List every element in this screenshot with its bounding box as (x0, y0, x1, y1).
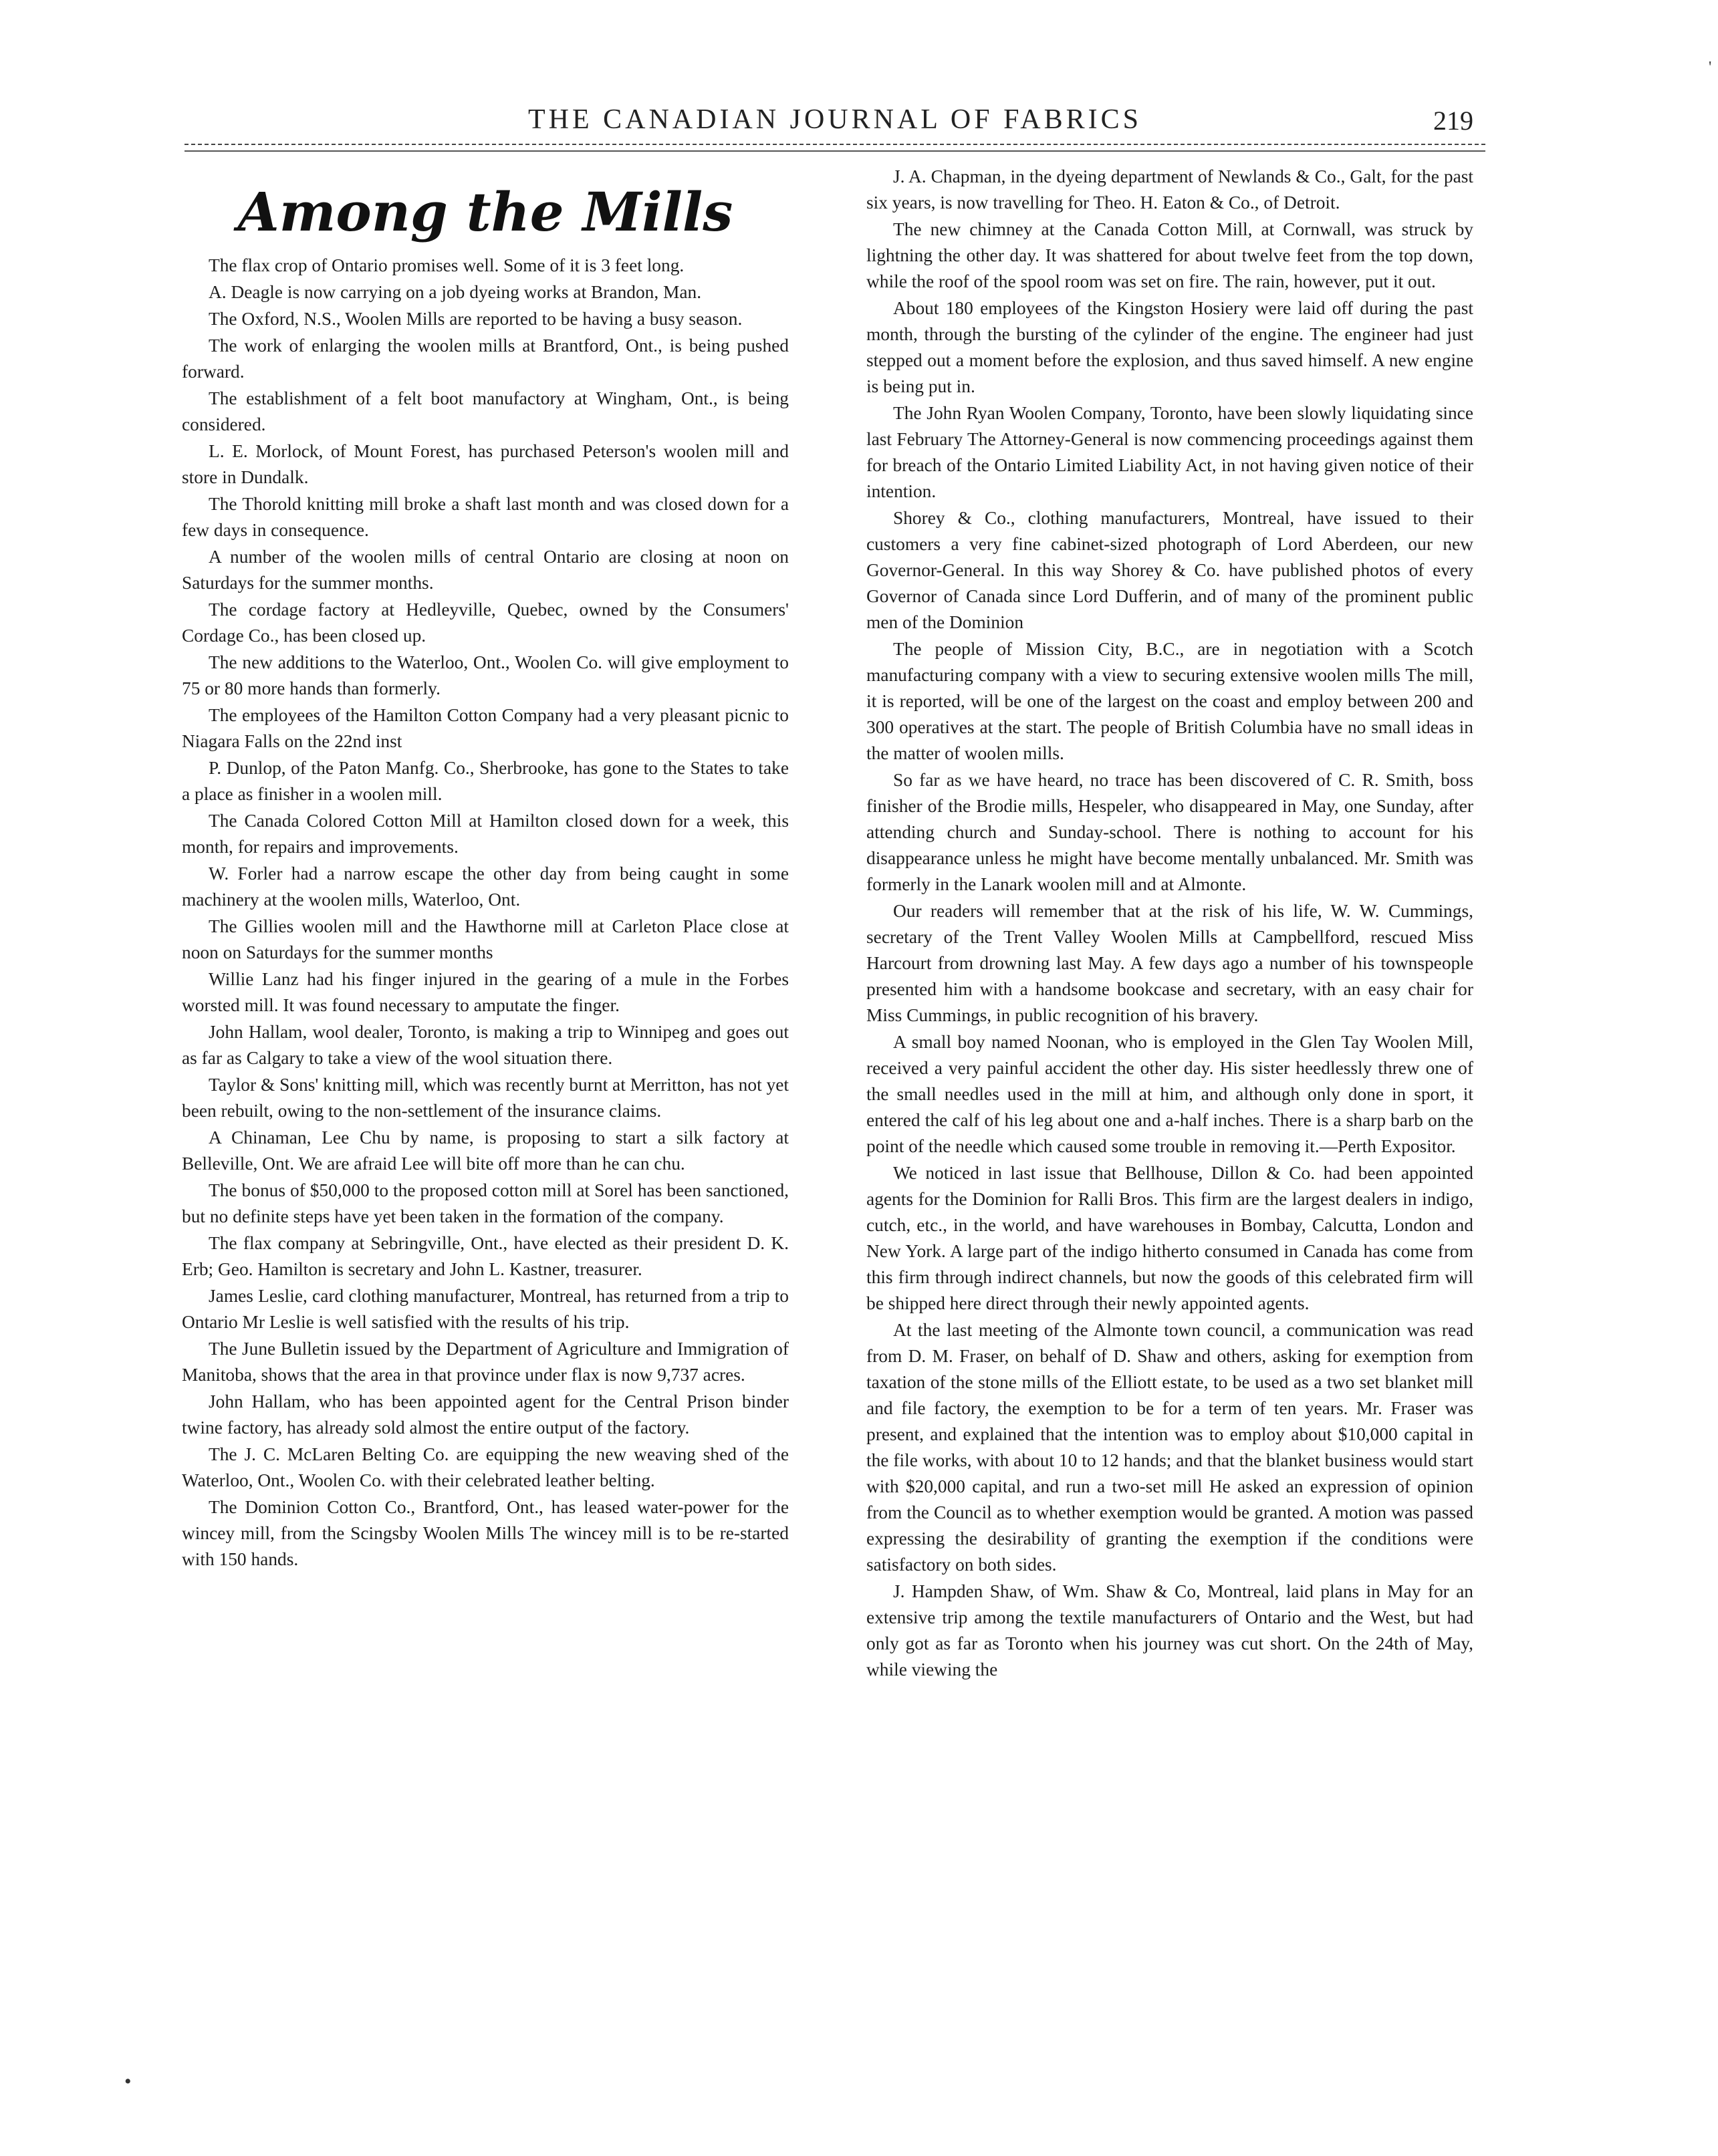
news-item: So far as we have heard, no trace has been discovered of C. R. Smith, boss finisher of the Brodie mills, Hespeler, who disappeared in May, one Sunday, after attending church and Sunday-school. There is nothing to account for his disappearance unless he might have become mentally unbalanced. Mr. Smith was formerly in the Lanark woolen mill and at Almonte. (866, 770, 1473, 894)
news-item: The J. C. McLaren Belting Co. are equipping the new weaving shed of the Waterloo, Ont., Woolen Co. with their celebrated leather belting. (182, 1444, 789, 1490)
news-item: The John Ryan Woolen Company, Toronto, have been slowly liquidating since last February The Attorney-General is now commencing proceedings against them for breach of the Ontario Limited Liability Act, in not having given notice of their intention. (866, 403, 1473, 501)
news-item: Our readers will remember that at the risk of his life, W. W. Cummings, secretary of the Trent Valley Woolen Mills at Campbellford, rescued Miss Harcourt from drowning last May. A few days ago a number of his townspeople presented him with a handsome bookcase and secretary, with an easy chair for Miss Cummings, in public recognition of his bravery. (866, 901, 1473, 1025)
news-item: Shorey & Co., clothing manufacturers, Montreal, have issued to their customers a very fine cabinet-sized photograph of Lord Aberdeen, our new Governor-General. In this way Shorey & Co. have published photos of every Governor of Canada since Lord Dufferin, and of many of the prominent public men of the Dominion (866, 508, 1473, 632)
news-item: The new chimney at the Canada Cotton Mill, at Cornwall, was struck by lightning the other day. It was shattered for about twelve feet from the top down, while the roof of the spool room was set on fire. The rain, however, put it out. (866, 219, 1473, 291)
news-item: A small boy named Noonan, who is employed in the Glen Tay Woolen Mill, received a very painful accident the other day. His sister heedlessly threw one of the small needles used in the mill at him, and although only done in sport, it entered the calf of his leg about one and a-half inches. There is a sharp barb on the point of the needle which caused some trouble in removing it.—Perth Expositor. (866, 1032, 1473, 1156)
news-item: J. Hampden Shaw, of Wm. Shaw & Co, Montreal, laid plans in May for an extensive trip among the textile manufacturers of Ontario and the West, but had only got as far as Toronto when his journey was cut short. On the 24th of May, while viewing the (866, 1581, 1473, 1679)
right-column-paragraphs (866, 164, 1473, 1683)
news-item: Willie Lanz had his finger injured in the gearing of a mule in the Forbes worsted mill. It was found necessary to amputate the finger. (182, 969, 789, 1015)
news-item: The flax company at Sebringville, Ont., have elected as their president D. K. Erb; Geo. Hamilton is secretary and John L. Kastner, treasurer. (182, 1233, 789, 1279)
news-item: The Oxford, N.S., Woolen Mills are reported to be having a busy season. (209, 309, 743, 329)
news-item: L. E. Morlock, of Mount Forest, has purchased Peterson's woolen mill and store in Dundalk. (182, 441, 789, 487)
news-item: At the last meeting of the Almonte town council, a communication was read from D. M. Fraser, on behalf of D. Shaw and others, asking for exemption from taxation of the stone mills of the Elliott estate, to be used as a two set blanket mill and file factory, the exemption to be for a term of ten years. Mr. Fraser was present, and explained that the intention was to employ about $10,000 capital in the file works, with about 10 to 12 hands; and that the blanket business would start with $20,000 capital, and run a two-set mill He asked an expression of opinion from the Council as to whether exemption would be granted. A motion was passed expressing the desirability of granting the exemption if the conditions were satisfactory on both sides. (866, 1320, 1473, 1575)
left-column-paragraphs (182, 253, 789, 1573)
news-item: About 180 employees of the Kingston Hosiery were laid off during the past month, through the bursting of the cylinder of the engine. The engineer had just stepped out a moment before the explosion, and thus saved himself. A new engine is being put in. (866, 298, 1473, 396)
news-item: The Dominion Cotton Co., Brantford, Ont., has leased water-power for the wincey mill, from the Scingsby Woolen Mills The wincey mill is to be re-started with 150 hands. (182, 1497, 789, 1569)
left-column (182, 175, 789, 1573)
section-title: Among the Mills (237, 180, 733, 243)
news-item: John Hallam, who has been appointed agent for the Central Prison binder twine factory, has already sold almost the entire output of the factory. (182, 1391, 789, 1438)
news-item: James Leslie, card clothing manufacturer, Montreal, has returned from a trip to Ontario Mr Leslie is well satisfied with the results of his trip. (182, 1286, 789, 1332)
right-column (866, 164, 1473, 1683)
news-item: The Canada Colored Cotton Mill at Hamilton closed down for a week, this month, for repairs and improvements. (182, 811, 789, 857)
news-item: We noticed in last issue that Bellhouse, Dillon & Co. had been appointed agents for the Dominion for Ralli Bros. This firm are the largest dealers in indigo, cutch, etc., in the world, and have warehouses in Bombay, Calcutta, London and New York. A large part of the indigo hitherto consumed in Canada has come from this firm through indirect channels, but now the goods of this celebrated firm will be shipped here direct through their newly appointed agents. (866, 1163, 1473, 1313)
news-item: The establishment of a felt boot manufactory at Wingham, Ont., is being considered. (182, 388, 789, 434)
news-item: Taylor & Sons' knitting mill, which was recently burnt at Merritton, has not yet been rebuilt, owing to the non-settlement of the insurance claims. (182, 1075, 789, 1121)
running-head (185, 104, 1485, 144)
news-item: The cordage factory at Hedleyville, Quebec, owned by the Consumers' Cordage Co., has been closed up. (182, 599, 789, 646)
news-item: The bonus of $50,000 to the proposed cotton mill at Sorel has been sanctioned, but no definite steps have yet been taken in the formation of the company. (182, 1180, 789, 1226)
news-item: The people of Mission City, B.C., are in negotiation with a Scotch manufacturing company with a view to securing extensive woolen mills The mill, it is reported, will be one of the largest on the coast and employ between 200 and 300 operatives at the start. The people of British Columbia have no small ideas in the matter of woolen mills. (866, 639, 1473, 763)
news-item: The Thorold knitting mill broke a shaft last month and was closed down for a few days in consequence. (182, 494, 789, 540)
news-item: A number of the woolen mills of central Ontario are closing at noon on Saturdays for the summer months. (182, 547, 789, 593)
news-item: The flax crop of Ontario promises well. Some of it is 3 feet long. (209, 255, 685, 275)
news-item: The Gillies woolen mill and the Hawthorne mill at Carleton Place close at noon on Saturdays for the summer months (182, 916, 789, 962)
news-item: John Hallam, wool dealer, Toronto, is making a trip to Winnipeg and goes out as far as Calgary to take a view of the wool situation there. (182, 1022, 789, 1068)
news-item: A Chinaman, Lee Chu by name, is proposing to start a silk factory at Belleville, Ont. We are afraid Lee will bite off more than he can chu. (182, 1127, 789, 1174)
news-item: The work of enlarging the woolen mills at Brantford, Ont., is being pushed forward. (182, 335, 789, 382)
header-rule (185, 144, 1485, 145)
news-item: The June Bulletin issued by the Department of Agriculture and Immigration of Manitoba, shows that the area in that province under flax is now 9,737 acres. (182, 1339, 789, 1385)
header-rule-lower (185, 150, 1485, 152)
margin-dot: • (124, 2070, 132, 2093)
margin-tick: ' (1709, 59, 1712, 76)
news-item: P. Dunlop, of the Paton Manfg. Co., Sherbrooke, has gone to the States to take a place as finisher in a woolen mill. (182, 758, 789, 804)
page-number: 219 (1433, 106, 1473, 136)
news-item: The new additions to the Waterloo, Ont., Woolen Co. will give employment to 75 or 80 more hands than formerly. (182, 652, 789, 698)
news-item: The employees of the Hamilton Cotton Company had a very pleasant picnic to Niagara Falls on the 22nd inst (182, 705, 789, 751)
news-item: J. A. Chapman, in the dyeing department of Newlands & Co., Galt, for the past six years, is now travelling for Theo. H. Eaton & Co., of Detroit. (866, 166, 1473, 213)
news-item: W. Forler had a narrow escape the other day from being caught in some machinery at the woolen mills, Waterloo, Ont. (182, 863, 789, 910)
news-item: A. Deagle is now carrying on a job dyeing works at Brandon, Man. (209, 282, 702, 302)
journal-title: THE CANADIAN JOURNAL OF FABRICS (527, 104, 1142, 135)
